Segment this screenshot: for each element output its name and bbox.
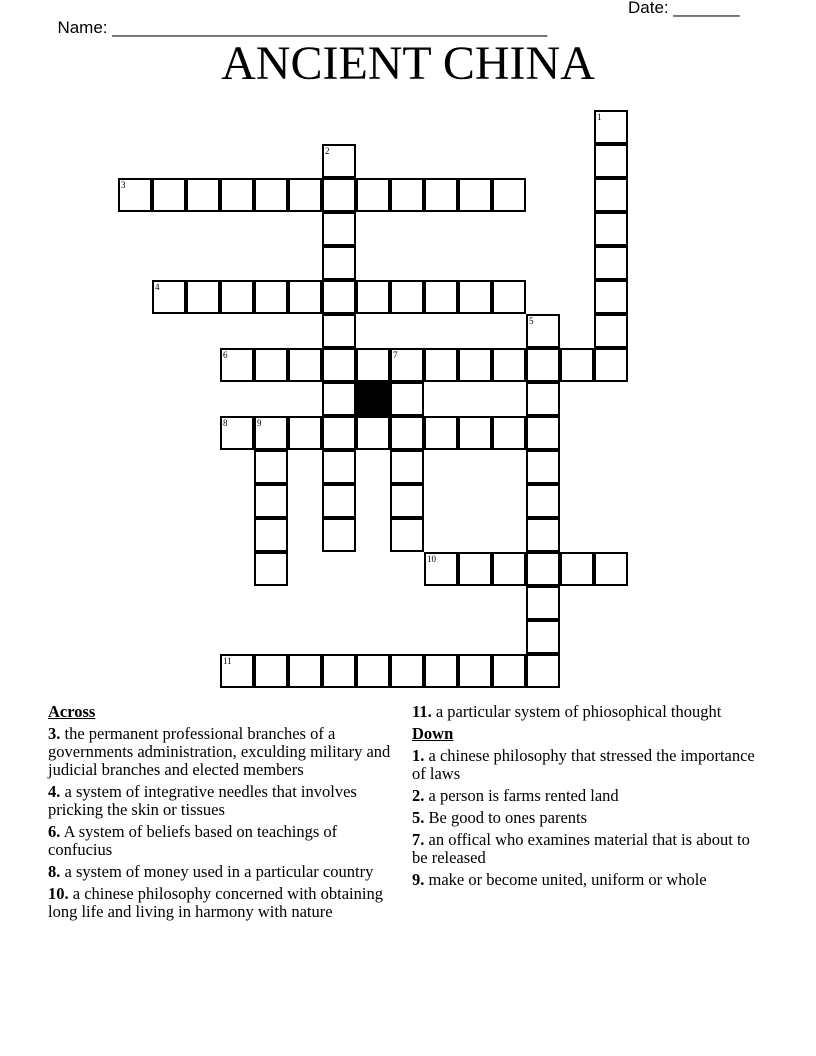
clue-number: 11. [412,702,432,721]
grid-cell[interactable] [526,586,560,620]
down-clue-list [412,747,762,889]
grid-cell[interactable] [322,178,356,212]
grid-cell[interactable] [594,178,628,212]
grid-cell[interactable] [322,382,356,416]
grid-cell[interactable] [526,382,560,416]
grid-cell[interactable] [424,654,458,688]
clue-number: 5 [529,316,534,326]
clue-text: the permanent professional branches of a governments administration, exculding military and judicial branches and elected members [48,724,391,779]
down-heading: Down [412,724,454,743]
clue-number: 11 [223,656,232,666]
grid-cell[interactable] [322,348,356,382]
grid-cell[interactable] [390,484,424,518]
grid-cell[interactable] [356,280,390,314]
across-clue [48,885,398,921]
clue-text: Be good to ones parents [428,808,588,827]
across-clue-list-continued [412,703,762,721]
across-heading: Across [48,702,96,721]
clue-number: 2 [325,146,330,156]
grid-cell[interactable] [526,518,560,552]
clue-number: 8 [223,418,228,428]
grid-cell[interactable] [424,552,458,586]
grid-cell[interactable] [492,178,526,212]
grid-cell[interactable] [594,212,628,246]
grid-cell[interactable] [356,178,390,212]
across-clue [48,725,398,779]
date-field-line[interactable]: Date: _______ [628,0,740,17]
clue-number: 7. [412,830,425,849]
grid-cell[interactable] [322,416,356,450]
clue-number: 3. [48,724,61,743]
grid-cell[interactable] [220,416,254,450]
clue-text: a particular system of phiosophical thought [435,702,722,721]
down-clue [412,787,762,805]
clue-number: 8. [48,862,61,881]
grid-cell[interactable] [254,416,288,450]
clue-number: 3 [121,180,126,190]
grid-cell[interactable] [594,348,628,382]
across-clue [48,863,398,881]
grid-cell[interactable] [526,416,560,450]
grid-cell[interactable] [424,348,458,382]
grid-cell[interactable] [526,484,560,518]
grid-cell[interactable] [492,552,526,586]
clue-text: a system of integrative needles that involves pricking the skin or tissues [48,782,357,819]
grid-cell[interactable] [424,416,458,450]
grid-cell[interactable] [288,178,322,212]
clue-number: 6. [48,822,61,841]
down-clue [412,747,762,783]
grid-cell[interactable] [594,144,628,178]
grid-cell[interactable] [390,450,424,484]
grid-cell[interactable] [526,552,560,586]
clue-number: 5. [412,808,425,827]
grid-cell[interactable] [152,178,186,212]
down-clue [412,831,762,867]
grid-cell[interactable] [220,280,254,314]
clue-number: 4. [48,782,61,801]
grid-cell[interactable] [254,280,288,314]
grid-cell[interactable] [526,348,560,382]
grid-cell[interactable] [492,280,526,314]
name-field-line[interactable]: Name: ______________________________________________ [57,18,548,37]
clue-text: a system of money used in a particular country [64,862,374,881]
grid-cell[interactable] [152,280,186,314]
grid-cell[interactable] [186,280,220,314]
grid-cell[interactable] [424,280,458,314]
grid-cell[interactable] [254,518,288,552]
grid-cell[interactable] [322,484,356,518]
grid-cell[interactable] [254,484,288,518]
grid-cell[interactable] [322,280,356,314]
grid-cell[interactable] [390,280,424,314]
clue-number: 10 [427,554,436,564]
grid-cell[interactable] [390,654,424,688]
grid-cell[interactable] [594,280,628,314]
grid-cell[interactable] [492,654,526,688]
across-clue [48,783,398,819]
grid-cell[interactable] [594,314,628,348]
grid-cell[interactable] [594,110,628,144]
clue-text: an offical who examines material that is about to be released [412,830,750,867]
grid-cell[interactable] [458,348,492,382]
grid-cell[interactable] [356,348,390,382]
grid-cell[interactable] [390,382,424,416]
grid-cell[interactable] [560,348,594,382]
clue-text: A system of beliefs based on teachings of confucius [48,822,338,859]
grid-cell[interactable] [254,178,288,212]
grid-cell[interactable] [594,246,628,280]
grid-cell[interactable] [288,280,322,314]
grid-cell[interactable] [254,654,288,688]
grid-cell[interactable] [390,518,424,552]
clue-number: 1. [412,746,425,765]
grid-cell[interactable] [254,348,288,382]
clue-number: 1 [597,112,602,122]
down-clue [412,809,762,827]
grid-cell[interactable] [356,654,390,688]
grid-cell[interactable] [492,416,526,450]
grid-cell[interactable] [526,654,560,688]
grid-cell[interactable] [390,178,424,212]
grid-cell[interactable] [220,348,254,382]
clue-number: 2. [412,786,425,805]
grid-cell[interactable] [594,552,628,586]
grid-cell[interactable] [458,416,492,450]
clue-number: 9. [412,870,425,889]
grid-cell[interactable] [424,178,458,212]
clue-number: 10. [48,884,69,903]
grid-cell[interactable] [288,348,322,382]
clue-text: a chinese philosophy concerned with obtaining long life and living in harmony with nature [48,884,383,921]
grid-cell[interactable] [254,450,288,484]
clue-number: 7 [393,350,398,360]
grid-cell[interactable] [356,416,390,450]
clues-column-left [48,703,398,925]
grid-cell[interactable] [390,348,424,382]
grid-cell[interactable] [322,246,356,280]
grid-cell[interactable] [322,212,356,246]
across-clue-list [48,725,398,921]
grid-cell[interactable] [458,178,492,212]
grid-cell[interactable] [458,552,492,586]
grid-cell[interactable] [220,654,254,688]
across-clue [412,703,762,721]
grid-cell[interactable] [458,654,492,688]
grid-cell[interactable] [322,518,356,552]
down-clue [412,871,762,889]
clue-text: a person is farms rented land [428,786,619,805]
grid-cell[interactable] [322,654,356,688]
clue-number: 4 [155,282,160,292]
grid-cell[interactable] [526,450,560,484]
grid-cell[interactable] [322,314,356,348]
grid-cell[interactable] [322,144,356,178]
grid-cell[interactable] [254,552,288,586]
grid-cell[interactable] [458,280,492,314]
grid-cell[interactable] [322,450,356,484]
grid-cell[interactable] [220,178,254,212]
grid-cell[interactable] [288,654,322,688]
clue-number: 9 [257,418,262,428]
grid-cell[interactable] [492,348,526,382]
clue-number: 6 [223,350,228,360]
clues-column-right [412,703,762,893]
grid-cell[interactable] [390,416,424,450]
grid-cell[interactable] [526,314,560,348]
across-clue [48,823,398,859]
grid-cell[interactable] [186,178,220,212]
blocked-cell [356,382,390,416]
grid-cell[interactable] [288,416,322,450]
clue-text: a chinese philosophy that stressed the importance of laws [412,746,755,783]
grid-cell[interactable] [118,178,152,212]
puzzle-title: ANCIENT CHINA [221,37,595,90]
grid-cell[interactable] [560,552,594,586]
grid-cell[interactable] [526,620,560,654]
clue-text: make or become united, uniform or whole [428,870,707,889]
